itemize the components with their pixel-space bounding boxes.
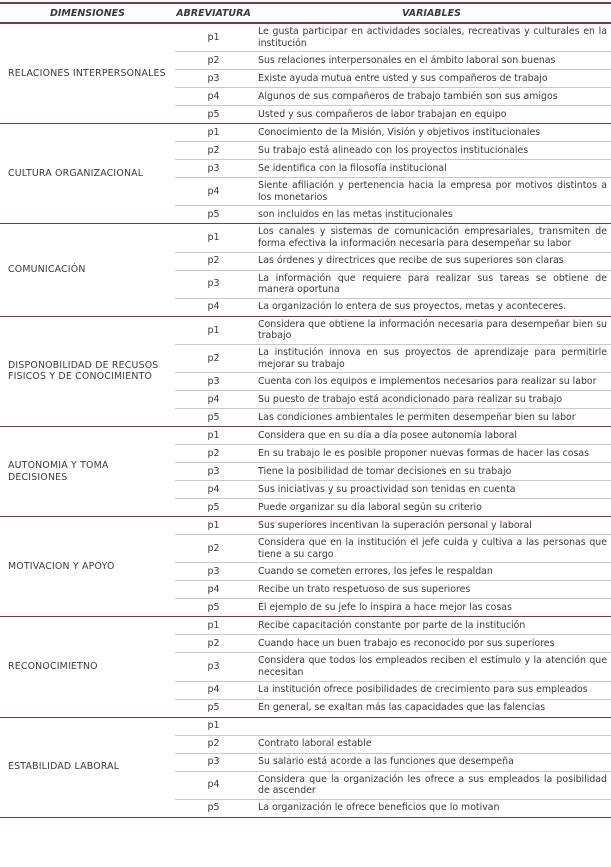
abbreviation-cell: p4 xyxy=(175,481,252,499)
variable-cell: El ejemplo de su jefe lo inspira a hace mejor las cosas xyxy=(252,599,611,617)
variable-cell: Los canales y sistemas de comunicación empresariales, transmiten de forma efectiva la información necesaria para desempeñar su labor xyxy=(252,224,611,252)
abbreviation-cell: p1 xyxy=(175,224,252,252)
variable-cell: Las órdenes y directrices que recibe de sus superiores son claras xyxy=(252,252,611,270)
dimension-group xyxy=(0,617,611,717)
abbreviation-cell: p1 xyxy=(175,23,252,52)
abbreviation-cell: p5 xyxy=(175,206,252,224)
abbreviation-cell: p3 xyxy=(175,463,252,481)
header-dimensiones: DIMENSIONES xyxy=(0,3,175,23)
variable-cell: Recibe un trato respetuoso de sus superiores xyxy=(252,581,611,599)
abbreviation-cell: p1 xyxy=(175,717,252,735)
variable-cell: Le gusta participar en actividades sociales, recreativas y culturales en la institución xyxy=(252,23,611,52)
dimension-group xyxy=(0,23,611,124)
table-row xyxy=(0,316,611,344)
abbreviation-cell: p2 xyxy=(175,142,252,160)
variable-cell: En su trabajo le es posible proponer nuevas formas de hacer las cosas xyxy=(252,445,611,463)
table-row xyxy=(0,23,611,52)
abbreviation-cell: p4 xyxy=(175,581,252,599)
variable-cell: Su salario está acorde a las funciones que desempeña xyxy=(252,753,611,771)
variable-cell: Las condiciones ambientales le permiten desempeñar bien su labor xyxy=(252,409,611,427)
dimension-group xyxy=(0,717,611,817)
dimension-name: ESTABILIDAD LABORAL xyxy=(0,717,175,817)
dimension-name: RECONOCIMIETNO xyxy=(0,617,175,717)
variables-table xyxy=(0,2,611,818)
variable-cell: Se identifica con la filosofía institucional xyxy=(252,160,611,178)
abbreviation-cell: p5 xyxy=(175,599,252,617)
dimension-name: RELACIONES INTERPERSONALES xyxy=(0,23,175,124)
abbreviation-cell: p4 xyxy=(175,178,252,206)
abbreviation-cell: p5 xyxy=(175,106,252,124)
abbreviation-cell: p4 xyxy=(175,771,252,799)
variable-cell: En general, se exaltan más las capacidades que las falencias xyxy=(252,699,611,717)
abbreviation-cell: p3 xyxy=(175,753,252,771)
abbreviation-cell: p2 xyxy=(175,344,252,372)
dimension-name: MOTIVACION Y APOYO xyxy=(0,517,175,617)
table-row xyxy=(0,224,611,252)
variable-cell: Su trabajo está alineado con los proyectos institucionales xyxy=(252,142,611,160)
abbreviation-cell: p1 xyxy=(175,124,252,142)
variable-cell: Contrato laboral estable xyxy=(252,735,611,753)
variable-cell: La institución ofrece posibilidades de crecimiento para sus empleados xyxy=(252,681,611,699)
variable-cell: Cuando se cometen errores, los jefes le respaldan xyxy=(252,563,611,581)
abbreviation-cell: p4 xyxy=(175,681,252,699)
abbreviation-cell: p2 xyxy=(175,52,252,70)
variable-cell: Puede organizar su día laboral según su criterio xyxy=(252,499,611,517)
dimension-group xyxy=(0,517,611,617)
abbreviation-cell: p4 xyxy=(175,88,252,106)
abbreviation-cell: p2 xyxy=(175,635,252,653)
abbreviation-cell: p1 xyxy=(175,316,252,344)
variable-cell: La institución innova en sus proyectos de aprendizaje para permitirle mejorar su trabajo xyxy=(252,344,611,372)
variable-cell: La organización le ofrece beneficios que lo motivan xyxy=(252,799,611,817)
variable-cell: La organización lo entera de sus proyectos, metas y aconteceres. xyxy=(252,298,611,316)
dimension-name: COMUNICACIÓN xyxy=(0,224,175,316)
abbreviation-cell: p2 xyxy=(175,252,252,270)
variable-cell: son incluidos en las metas institucionales xyxy=(252,206,611,224)
dimension-group xyxy=(0,427,611,517)
abbreviation-cell: p3 xyxy=(175,270,252,298)
abbreviation-cell: p4 xyxy=(175,391,252,409)
variable-cell: Tiene la posibilidad de tomar decisiones en su trabajo xyxy=(252,463,611,481)
variable-cell: Existe ayuda mutua entre usted y sus compañeros de trabajo xyxy=(252,70,611,88)
abbreviation-cell: p3 xyxy=(175,373,252,391)
variable-cell: Cuenta con los equipos e implementos necesarios para realizar su labor xyxy=(252,373,611,391)
abbreviation-cell: p2 xyxy=(175,445,252,463)
table-row xyxy=(0,617,611,635)
abbreviation-cell: p5 xyxy=(175,499,252,517)
dimension-name: AUTONOMIA Y TOMA DECISIONES xyxy=(0,427,175,517)
variable-cell: La información que requiere para realizar sus tareas se obtiene de manera oportuna xyxy=(252,270,611,298)
abbreviation-cell: p3 xyxy=(175,653,252,681)
table-row xyxy=(0,427,611,445)
variable-cell: Cuando hace un buen trabajo es reconocido por sus superiores xyxy=(252,635,611,653)
header-variables: VARIABLES xyxy=(252,3,611,23)
abbreviation-cell: p1 xyxy=(175,427,252,445)
variable-cell: Algunos de sus compañeros de trabajo también son sus amigos xyxy=(252,88,611,106)
table-row xyxy=(0,717,611,735)
abbreviation-cell: p5 xyxy=(175,799,252,817)
variable-cell: Considera que en su día a día posee autonomía laboral xyxy=(252,427,611,445)
abbreviation-cell: p2 xyxy=(175,535,252,563)
header-abreviatura: ABREVIATURA xyxy=(175,3,252,23)
dimension-group xyxy=(0,224,611,316)
abbreviation-cell: p4 xyxy=(175,298,252,316)
abbreviation-cell: p3 xyxy=(175,70,252,88)
abbreviation-cell: p1 xyxy=(175,617,252,635)
abbreviation-cell: p5 xyxy=(175,699,252,717)
header-row xyxy=(0,3,611,23)
abbreviation-cell: p3 xyxy=(175,160,252,178)
variable-cell: Usted y sus compañeros de labor trabajan en equipo xyxy=(252,106,611,124)
variable-cell: Sus superiores incentivan la superación personal y laboral xyxy=(252,517,611,535)
variable-cell: Considera que obtiene la información necesaria para desempeñar bien su trabajo xyxy=(252,316,611,344)
variable-cell: Considera que todos los empleados reciben el estímulo y la atención que necesitan xyxy=(252,653,611,681)
abbreviation-cell: p2 xyxy=(175,735,252,753)
variable-cell: Sus relaciones interpersonales en el ámbito laboral son buenas xyxy=(252,52,611,70)
dimension-name: CULTURA ORGANIZACIONAL xyxy=(0,124,175,224)
variable-cell: Sus iniciativas y su proactividad son tenidas en cuenta xyxy=(252,481,611,499)
dimension-name: DISPONOBILIDAD DE RECUSOS FISICOS Y DE CONOCIMIENTO xyxy=(0,316,175,426)
table-row xyxy=(0,124,611,142)
variable-cell xyxy=(252,717,611,735)
dimension-group xyxy=(0,316,611,426)
variable-cell: Considera que la organización les ofrece a sus empleados la posibilidad de ascender xyxy=(252,771,611,799)
abbreviation-cell: p5 xyxy=(175,409,252,427)
variable-cell: Su puesto de trabajo está acondicionado para realizar su trabajo xyxy=(252,391,611,409)
abbreviation-cell: p1 xyxy=(175,517,252,535)
variable-cell: Conocimiento de la Misión, Visión y objetivos institucionales xyxy=(252,124,611,142)
dimension-group xyxy=(0,124,611,224)
abbreviation-cell: p3 xyxy=(175,563,252,581)
table-row xyxy=(0,517,611,535)
variable-cell: Considera que en la institución el jefe cuida y cultiva a las personas que tiene a su cargo xyxy=(252,535,611,563)
variable-cell: Recibe capacitación constante por parte de la institución xyxy=(252,617,611,635)
variable-cell: Siente afiliación y pertenencia hacia la empresa por motivos distintos a los monetarios xyxy=(252,178,611,206)
